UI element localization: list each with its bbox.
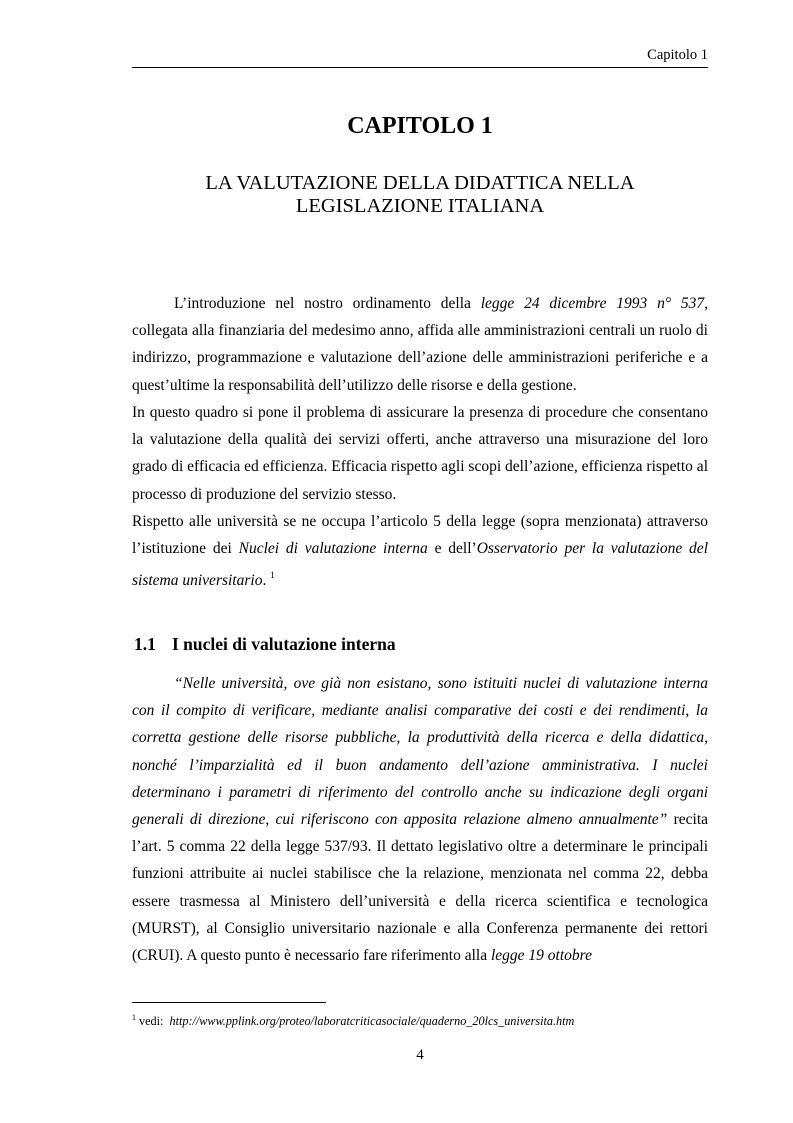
intro-paragraph-1 xyxy=(132,290,708,399)
nuclei-term: Nuclei di valutazione interna xyxy=(238,540,428,558)
chapter-title-line-1: LA VALUTAZIONE DELLA DIDATTICA NELLA xyxy=(205,172,635,194)
section-paragraph xyxy=(132,670,708,969)
intro-paragraph-2: In questo quadro si pone il problema di assicurare la presenza di procedure che consentano la valutazione della qualità dei servizi offerti, anche attraverso una misurazione del loro grado di efficacia ed efficienza. Efficacia rispetto agli scopi dell’azione, efficienza rispetto al processo di produzione del servizio stesso. xyxy=(132,404,708,503)
footnote-reference[interactable]: 1 xyxy=(270,570,275,581)
running-head: Capitolo 1 xyxy=(647,47,708,63)
chapter-title xyxy=(132,172,708,218)
section-number: 1.1 xyxy=(134,634,156,654)
intro-p1-lead: L’introduzione nel nostro ordinamento della xyxy=(174,295,471,312)
intro-p3-mid: e dell’ xyxy=(434,540,477,558)
chapter-title-line-2: LEGISLAZIONE ITALIANA xyxy=(295,195,545,217)
intro-p3-lead: Rispetto alle università se ne occupa l’articolo 5 della legge (sopra menzionata) attraverso l’istituzione dei xyxy=(132,513,708,558)
footnote-url[interactable]: http://www.pplink.org/proteo/laboratcriticasociale/quaderno_20lcs_universita.htm xyxy=(169,1014,575,1028)
legal-quote: “Nelle università, ove già non esistano, sono istituiti nuclei di valutazione interna con il compito di verificare, mediante analisi comparative dei costi e dei rendimenti, la corretta gestione delle risorse pubbliche, la produttività della ricerca e della didattica, nonché l’imparzialità ed il buon andamento dell’azione amministrativa. I nuclei determinano i parametri di riferimento del controllo anche su indicazione degli organi generali di direzione, cui riferiscono con apposita relazione almeno annualmente” xyxy=(132,675,708,829)
osservatorio-term: Osservatorio per la valutazione del sistema universitario xyxy=(132,540,708,590)
footnote-number: 1 xyxy=(132,1013,136,1022)
section-heading xyxy=(134,634,396,655)
page-number: 4 xyxy=(416,1047,424,1063)
intro-p1-rest: collegata alla finanziaria del medesimo anno, affida alle amministrazioni centrali un ruolo di indirizzo, programmazione e valutazione dell’azione delle amministrazioni periferiche e a quest’ultime la responsabilità dell’utilizzo delle risorse e della gestione. xyxy=(132,322,708,394)
law-citation-2: legge 19 ottobre xyxy=(490,947,592,965)
page-header xyxy=(132,0,708,68)
law-citation: legge 24 dicembre 1993 n° 537, xyxy=(480,295,708,312)
intro-paragraph-3 xyxy=(132,508,708,595)
footnote xyxy=(132,1013,574,1029)
section-title: I nuclei di valutazione interna xyxy=(172,634,396,654)
section-paragraph-rest: recita l’art. 5 comma 22 della legge 537/93. Il dettato legislativo oltre a determinare le principali funzioni attribuite ai nuclei stabilisce che la relazione, menzionata nel comma 22, debba essere trasmessa al Ministero dell’università e della ricerca scientifica e tecnologica (MURST), al Consiglio universitario nazionale e alla Conferenza permanente dei rettori (CRUI). A questo punto è necessario fare riferimento alla xyxy=(132,811,709,965)
intro-p3-end: . xyxy=(262,572,267,590)
chapter-label: CAPITOLO 1 xyxy=(347,113,493,139)
footnote-separator xyxy=(132,1002,326,1003)
footnote-label: vedi: xyxy=(139,1014,164,1028)
